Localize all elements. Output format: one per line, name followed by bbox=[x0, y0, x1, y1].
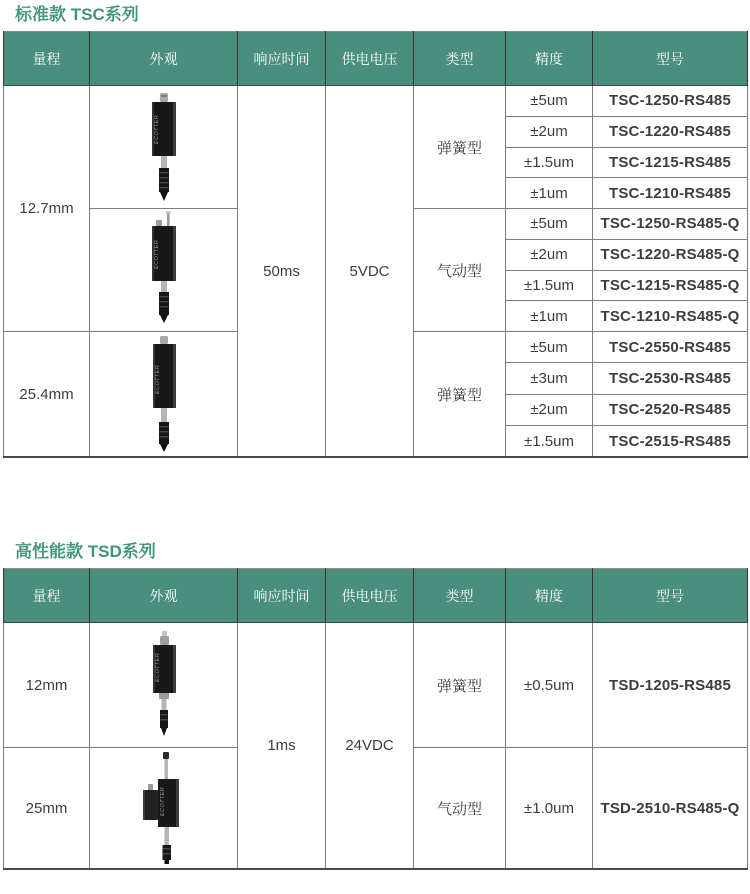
tsd-spec-table bbox=[3, 568, 748, 870]
model-cell: TSC-2550-RS485 bbox=[593, 332, 748, 363]
type-cell: 气动型 bbox=[414, 209, 506, 332]
col-header-accuracy: 精度 bbox=[506, 569, 593, 623]
col-header-voltage: 供电电压 bbox=[326, 569, 414, 623]
response-time-cell: 50ms bbox=[238, 86, 326, 458]
accuracy-cell: ±5um bbox=[506, 86, 593, 117]
model-cell: TSC-1215-RS485 bbox=[593, 147, 748, 178]
product-image-tsc-spring-icon bbox=[132, 88, 196, 206]
model-cell: TSC-1220-RS485-Q bbox=[593, 239, 748, 270]
col-header-response-time: 响应时间 bbox=[238, 569, 326, 623]
accuracy-cell: ±1.5um bbox=[506, 270, 593, 301]
model-cell: TSC-2515-RS485 bbox=[593, 426, 748, 457]
product-image-tsd-spring-icon bbox=[132, 629, 196, 741]
accuracy-cell: ±1.5um bbox=[506, 426, 593, 457]
brand-label: ECOTTER bbox=[153, 239, 160, 269]
accuracy-cell: ±2um bbox=[506, 394, 593, 425]
brand-label: ECOTTER bbox=[154, 364, 161, 394]
appearance-cell bbox=[90, 748, 238, 870]
model-cell: TSC-1220-RS485 bbox=[593, 116, 748, 147]
model-cell: TSC-2520-RS485 bbox=[593, 394, 748, 425]
range-cell: 12.7mm bbox=[4, 86, 90, 332]
range-cell: 25mm bbox=[4, 748, 90, 870]
accuracy-cell: ±5um bbox=[506, 209, 593, 240]
brand-label: ECOTTER bbox=[153, 114, 160, 144]
accuracy-cell: ±1.0um bbox=[506, 748, 593, 870]
response-time-cell: 1ms bbox=[238, 623, 326, 870]
section-title-tsd: 高性能款 TSD系列 bbox=[15, 542, 156, 561]
brand-label: ECOTTER bbox=[159, 786, 166, 816]
appearance-cell bbox=[90, 332, 238, 458]
model-cell: TSD-2510-RS485-Q bbox=[593, 748, 748, 870]
col-header-model: 型号 bbox=[593, 569, 748, 623]
range-cell: 12mm bbox=[4, 623, 90, 748]
accuracy-cell: ±0.5um bbox=[506, 623, 593, 748]
appearance-cell bbox=[90, 209, 238, 332]
model-cell: TSC-1210-RS485-Q bbox=[593, 301, 748, 332]
tsc-header-row bbox=[4, 32, 748, 86]
col-header-appearance: 外观 bbox=[90, 569, 238, 623]
type-cell: 弹簧型 bbox=[414, 623, 506, 748]
product-image-tsd-pneumatic-icon bbox=[129, 750, 199, 866]
model-cell: TSC-1210-RS485 bbox=[593, 178, 748, 209]
accuracy-cell: ±5um bbox=[506, 332, 593, 363]
tsc-spec-table bbox=[3, 31, 748, 458]
model-cell: TSC-2530-RS485 bbox=[593, 363, 748, 394]
appearance-cell bbox=[90, 86, 238, 209]
product-image-tsc-pneumatic-icon bbox=[132, 211, 196, 329]
appearance-cell bbox=[90, 623, 238, 748]
type-cell: 气动型 bbox=[414, 748, 506, 870]
accuracy-cell: ±3um bbox=[506, 363, 593, 394]
accuracy-cell: ±1.5um bbox=[506, 147, 593, 178]
accuracy-cell: ±2um bbox=[506, 239, 593, 270]
range-cell: 25.4mm bbox=[4, 332, 90, 458]
tsd-header-row bbox=[4, 569, 748, 623]
col-header-model: 型号 bbox=[593, 32, 748, 86]
type-cell: 弹簧型 bbox=[414, 86, 506, 209]
col-header-type: 类型 bbox=[414, 569, 506, 623]
accuracy-cell: ±1um bbox=[506, 178, 593, 209]
table-row bbox=[4, 623, 748, 748]
type-cell: 弹簧型 bbox=[414, 332, 506, 458]
accuracy-cell: ±2um bbox=[506, 116, 593, 147]
model-cell: TSC-1250-RS485-Q bbox=[593, 209, 748, 240]
col-header-appearance: 外观 bbox=[90, 32, 238, 86]
voltage-cell: 24VDC bbox=[326, 623, 414, 870]
model-cell: TSD-1205-RS485 bbox=[593, 623, 748, 748]
model-cell: TSC-1250-RS485 bbox=[593, 86, 748, 117]
col-header-voltage: 供电电压 bbox=[326, 32, 414, 86]
model-cell: TSC-1215-RS485-Q bbox=[593, 270, 748, 301]
col-header-response-time: 响应时间 bbox=[238, 32, 326, 86]
brand-label: ECOTTER bbox=[154, 652, 161, 682]
table-row bbox=[4, 86, 748, 117]
datasheet-page bbox=[0, 5, 750, 894]
section-title-tsc: 标准款 TSC系列 bbox=[15, 5, 139, 24]
voltage-cell: 5VDC bbox=[326, 86, 414, 458]
col-header-range: 量程 bbox=[4, 32, 90, 86]
col-header-range: 量程 bbox=[4, 569, 90, 623]
col-header-type: 类型 bbox=[414, 32, 506, 86]
col-header-accuracy: 精度 bbox=[506, 32, 593, 86]
accuracy-cell: ±1um bbox=[506, 301, 593, 332]
product-image-tsc-long-spring-icon bbox=[132, 334, 196, 454]
